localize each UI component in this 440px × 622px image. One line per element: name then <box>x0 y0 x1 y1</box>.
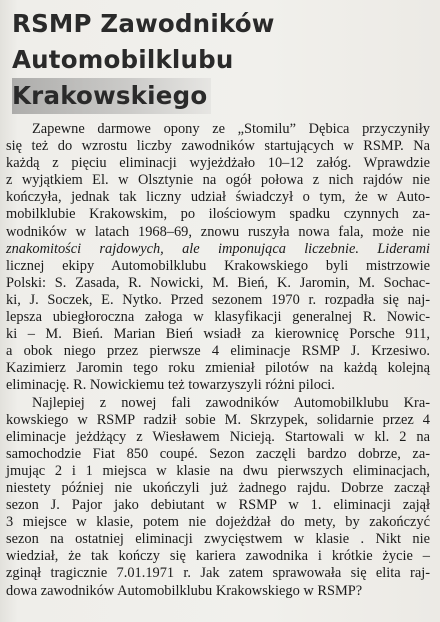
paragraph-1 <box>6 121 430 395</box>
text-line: dowa zawodników Automobilklubu Krakowskiego w RSMP? <box>6 582 363 599</box>
text-line: się też do wzrostu liczby zawodników startujących w RSMP. Na <box>6 138 430 155</box>
text-line: Polski: S. Zasada, R. Nowicki, M. Bień, K. Jaromin, M. Sochac- <box>6 274 430 291</box>
heading-line-1: RSMP Zawodników <box>12 9 275 38</box>
text-line: Zapewne darmowe opony ze „Stomilu” Dębica przyczyniły <box>32 121 430 137</box>
text-line: niestety później nie ukończyli już żadnego rajdu. Dobrze zaczął <box>6 479 430 496</box>
article-heading <box>12 6 432 114</box>
text-line: 3 miejsce w klasie, potem nie dojeżdżał do mety, by zakończyć <box>6 514 430 531</box>
text-line: z wyjątkiem El. w Olsztynie na ogół połowa z nich rajdów nie <box>6 172 430 189</box>
text-line: zginął tragicznie 7.01.1971 r. Jak zatem sprawowała się elita raj- <box>6 565 430 582</box>
text-line: Najlepiej z nowej fali zawodników Automobilklubu Kra- <box>32 394 430 411</box>
heading-line-2: Automobilklubu <box>12 45 234 74</box>
text-line: a obok niego przez pierwsze 4 eliminacje RSMP J. Krzesiwo. <box>6 343 430 360</box>
text-line: wodników w latach 1968–69, znowu ruszyła nowa fala, może nie <box>6 223 430 240</box>
text-line: jmując 2 i 1 miejsca w klasie na dwu pierwszych eliminacjach, <box>6 462 430 479</box>
text-line: kowskiego w RSMP radził sobie M. Skrzypek, solidarnie przez 4 <box>6 411 430 428</box>
text-line: wiedział, że tak kończy się kariera zawodnika i krótkie życie – <box>6 548 430 565</box>
article-body <box>6 121 430 600</box>
text-line: Kazimierz Jaromin tego roku zmieniał pilotów na każdą kolejną <box>6 360 430 377</box>
paragraph-2 <box>6 395 430 600</box>
text-line: eliminacje jeżdżący z Wiesławem Nicieją. Startowali w kl. 2 na <box>6 428 430 445</box>
text-line: eliminację. R. Nowickiemu też towarzyszyli różni piloci. <box>6 377 335 394</box>
text-line: lepsza ubiegłoroczna załoga w klasyfikacji generalnej R. Nowic- <box>6 309 430 326</box>
text-line: kończyła, jednak tak liczny udział świadczył o tym, że w Auto- <box>6 189 430 206</box>
text-line: sezon na ostatniej eliminacji zwycięstwem w klasie . Nikt nie <box>6 531 430 548</box>
text-line: ki – M. Bień. Marian Bień wsiadł za kierownicę Porsche 911, <box>6 326 430 343</box>
text-line: ki, J. Soczek, E. Nytko. Przed sezonem 1970 r. rozpadła się naj- <box>6 291 430 308</box>
text-line: każdą z pięciu eliminacji wyjeżdżało 10–12 załóg. Wprawdzie <box>6 155 430 172</box>
text-line-italic: znakomitości rajdowych, ale imponująca liczebnie. Liderami <box>6 240 430 257</box>
text-line: sezon J. Pajor jako debiutant w RSMP w 1. eliminacji zajął <box>6 497 430 514</box>
text-line: mobilklubie Krakowskim, po ilościowym spadku czynnych za- <box>6 206 430 223</box>
heading-line-3: Krakowskiego <box>12 78 211 114</box>
text-line: samochodzie Fiat 850 coupé. Sezon zaczęli bardzo dobrze, za- <box>6 445 430 462</box>
text-line: licznej ekipy Automobilklubu Krakowskiego byli mistrzowie <box>6 257 430 274</box>
